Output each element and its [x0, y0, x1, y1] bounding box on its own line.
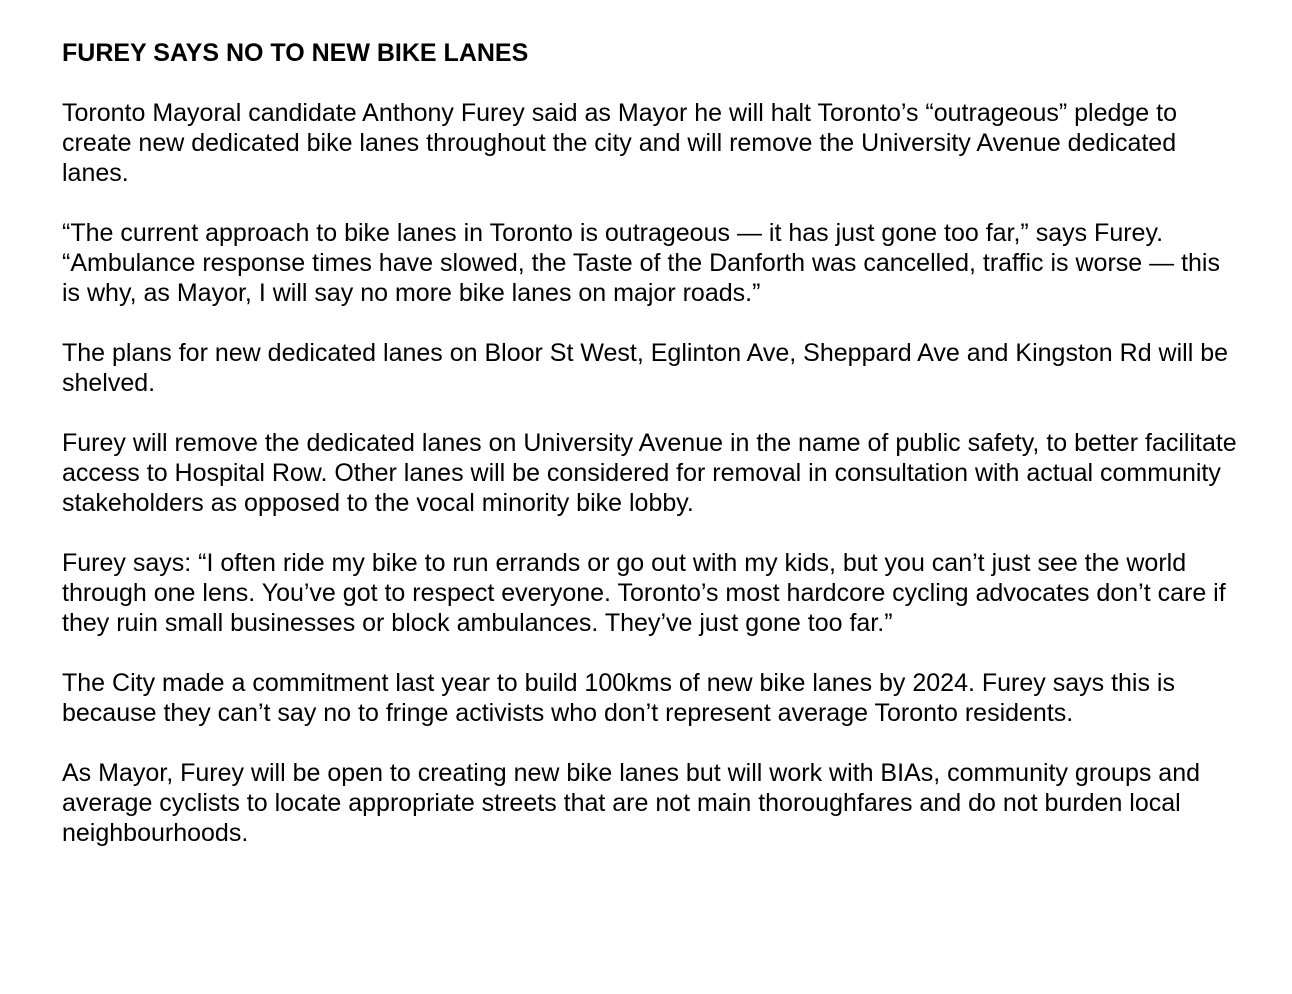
paragraph-intro: Toronto Mayoral candidate Anthony Furey said as Mayor he will halt Toronto’s “outrageous” pledge to create new dedicated bike lanes throughout the city and will remove the University Avenue dedicated lanes. — [62, 99, 1177, 187]
paragraph-university-avenue: Furey will remove the dedicated lanes on University Avenue in the name of public safety, to better facilitate access to Hospital Row. Other lanes will be considered for removal in consultation with actual community stakeholders as opposed to the vocal minority bike lobby. — [62, 429, 1237, 517]
paragraph-quote-one-lens: Furey says: “I often ride my bike to run errands or go out with my kids, but you can’t just see the world through one lens. You’ve got to respect everyone. Toronto’s most hardcore cycling advocates don’t care if they ruin small businesses or block ambulances. They’ve just gone too far.” — [62, 549, 1226, 637]
paragraph-city-commitment: The City made a commitment last year to build 100kms of new bike lanes by 2024. Furey says this is because they can’t say no to fringe activists who don’t represent average Toronto residents. — [62, 669, 1175, 727]
press-release — [62, 38, 1242, 848]
headline: FUREY SAYS NO TO NEW BIKE LANES — [62, 39, 529, 67]
paragraph-open-to-new-lanes: As Mayor, Furey will be open to creating new bike lanes but will work with BIAs, community groups and average cyclists to locate appropriate streets that are not main thoroughfares and do not burden local neighbourhoods. — [62, 759, 1201, 847]
paragraph-shelved-plans: The plans for new dedicated lanes on Bloor St West, Eglinton Ave, Sheppard Ave and Kingston Rd will be shelved. — [62, 339, 1229, 397]
paragraph-quote-outrageous: “The current approach to bike lanes in Toronto is outrageous — it has just gone too far,” says Furey. “Ambulance response times have slowed, the Taste of the Danforth was cancelled, traffic is worse — this is why, as Mayor, I will say no more bike lanes on major roads.” — [62, 219, 1220, 307]
